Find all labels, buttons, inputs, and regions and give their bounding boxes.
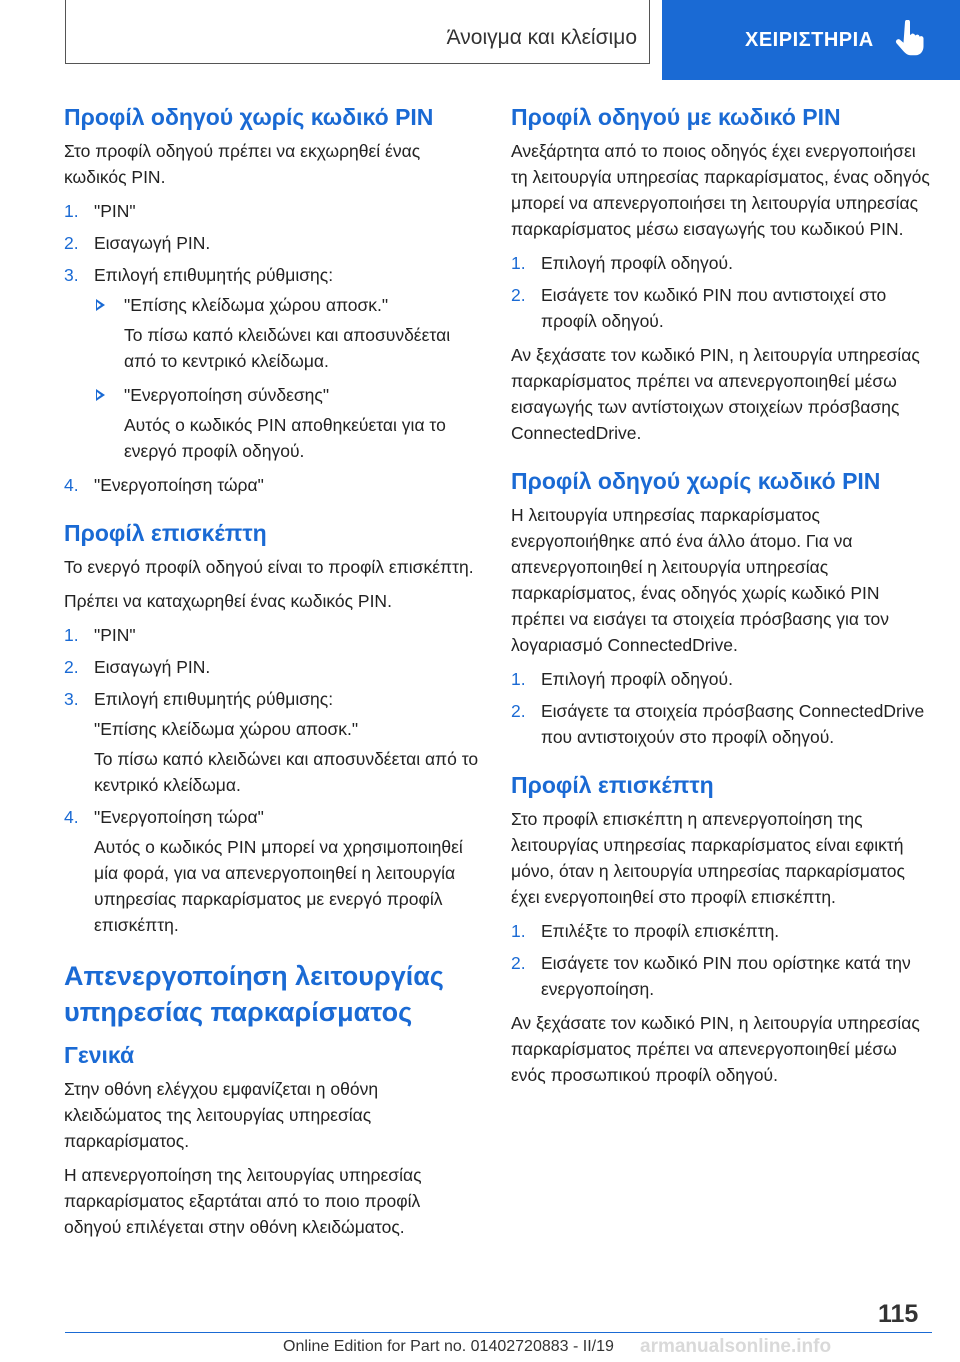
list-item <box>64 804 479 938</box>
footer-edition: Online Edition for Part no. 01402720883 - II/19 <box>283 1338 614 1355</box>
step-number: 1. <box>511 253 526 273</box>
step-text: "Ενεργοποίηση τώρα" <box>94 475 264 495</box>
paragraph: Το ενεργό προφίλ οδηγού είναι το προφίλ επισκέπτη. <box>64 557 474 577</box>
triangle-bullet-icon <box>96 389 105 401</box>
step-number: 2. <box>511 701 526 721</box>
section-tab-label[interactable]: ΧΕΙΡΙΣΤΗΡΙΑ <box>745 29 874 51</box>
list-item <box>64 472 479 498</box>
option-label: "Επίσης κλείδωμα χώρου αποσκ." <box>124 295 389 315</box>
footer-divider <box>65 1332 932 1333</box>
section-title-guest: Προφίλ επισκέπτη <box>64 520 267 546</box>
watermark: armanualsonline.info <box>640 1336 832 1357</box>
paragraph: Αν ξεχάσατε τον κωδικό PIN, η λειτουργία υπηρεσίας παρκαρίσματος πρέπει να απενεργοποιηθεί μέσω ενός προσωπικού προφίλ οδηγού. <box>511 1013 920 1085</box>
section-title-driver-no-pin: Προφίλ οδηγού χωρίς κωδικό PIN <box>64 104 434 130</box>
step-number: 2. <box>64 233 79 253</box>
step-subtext: "Επίσης κλείδωμα χώρου αποσκ." <box>94 719 359 739</box>
paragraph: Η λειτουργία υπηρεσίας παρκαρίσματος ενεργοποιήθηκε από ένα άλλο άτομο. Για να απενεργοποιηθεί η λειτουργία υπηρεσίας παρκαρίσματος, ένας οδηγός χωρίς κωδικό PIN πρέπει να εισάγει τα στοιχεία πρόσβασης για τον λογαριασμό ConnectedDrive. <box>511 505 890 655</box>
header-border-divider <box>649 0 650 64</box>
steps-list <box>64 198 479 498</box>
step-text: "PIN" <box>94 201 136 221</box>
list-item <box>511 250 931 276</box>
step-text: Επιλογή προφίλ οδηγού. <box>541 253 733 273</box>
section-title-general: Γενικά <box>64 1042 135 1068</box>
step-text: Εισαγωγή PIN. <box>94 657 211 677</box>
page-number: 115 <box>878 1300 919 1328</box>
hand-pointer-icon <box>894 20 924 56</box>
step-number: 2. <box>511 285 526 305</box>
step-text: Επιλέξτε το προφίλ επισκέπτη. <box>541 921 780 941</box>
section-title-driver-no-pin: Προφίλ οδηγού χωρίς κωδικό PIN <box>511 468 881 494</box>
triangle-bullet-icon <box>96 299 105 311</box>
steps-list <box>511 250 931 334</box>
step-text: Επιλογή προφίλ οδηγού. <box>541 669 733 689</box>
paragraph: Στο προφίλ επισκέπτη η απενεργοποίηση της λειτουργίας υπηρεσίας παρκαρίσματος είναι εφικτή μόνο, όταν η λειτουργία υπηρεσίας παρκαρίσματος έχει ενεργοποιηθεί στο προφίλ επισκέπτη. <box>511 809 905 907</box>
list-item <box>511 666 931 692</box>
options-list <box>94 292 479 464</box>
section-title-driver-with-pin: Προφίλ οδηγού με κωδικό PIN <box>511 104 841 130</box>
step-number: 2. <box>511 953 526 973</box>
step-text: Εισαγωγή PIN. <box>94 233 211 253</box>
step-text: "PIN" <box>94 625 136 645</box>
step-text: Επιλογή επιθυμητής ρύθμισης: <box>94 265 334 285</box>
step-number: 3. <box>64 689 79 709</box>
steps-list <box>64 622 479 938</box>
option-item <box>94 382 479 464</box>
paragraph: Αν ξεχάσατε τον κωδικό PIN, η λειτουργία υπηρεσίας παρκαρίσματος πρέπει να απενεργοποιηθεί μέσω εισαγωγής των αντίστοιχων στοιχείων πρόσβασης ConnectedDrive. <box>511 345 920 443</box>
step-number: 4. <box>64 807 79 827</box>
list-item <box>64 686 479 798</box>
header-border-left <box>65 0 66 64</box>
right-column <box>511 102 931 1096</box>
list-item <box>511 918 931 944</box>
option-desc: Αυτός ο κωδικός PIN αποθηκεύεται για το ενεργό προφίλ οδηγού. <box>124 415 446 461</box>
list-item <box>64 654 479 680</box>
chapter-title: Άνοιγμα και κλείσιμο <box>446 26 637 49</box>
paragraph: Στο προφίλ οδηγού πρέπει να εκχωρηθεί ένας κωδικός PIN. <box>64 141 421 187</box>
steps-list <box>511 918 931 1002</box>
option-desc: Το πίσω καπό κλειδώνει και αποσυνδέεται από το κεντρικό κλείδωμα. <box>124 325 451 371</box>
step-subtext: Το πίσω καπό κλειδώνει και αποσυνδέεται από το κεντρικό κλείδωμα. <box>94 749 479 795</box>
step-number: 1. <box>511 669 526 689</box>
step-number: 1. <box>511 921 526 941</box>
step-number: 1. <box>64 201 79 221</box>
option-item <box>94 292 479 374</box>
step-number: 3. <box>64 265 79 285</box>
step-subtext: Αυτός ο κωδικός PIN μπορεί να χρησιμοποιηθεί μία φορά, για να απενεργοποιηθεί η λειτουργία υπηρεσίας παρκαρίσματος με ενεργό προφίλ επισκέπτη. <box>94 837 463 935</box>
step-number: 1. <box>64 625 79 645</box>
list-item <box>511 698 931 750</box>
step-text: Εισάγετε τον κωδικό PIN που ορίστηκε κατά την ενεργοποίηση. <box>541 953 911 999</box>
list-item <box>64 198 479 224</box>
header-border-bottom <box>65 63 650 64</box>
paragraph: Στην οθόνη ελέγχου εμφανίζεται η οθόνη κλειδώματος της λειτουργίας υπηρεσίας παρκαρίσματος. <box>64 1079 379 1151</box>
list-item <box>511 282 931 334</box>
paragraph: Πρέπει να καταχωρηθεί ένας κωδικός PIN. <box>64 591 392 611</box>
step-text: Επιλογή επιθυμητής ρύθμισης: <box>94 689 334 709</box>
section-title-guest: Προφίλ επισκέπτη <box>511 772 714 798</box>
list-item <box>511 950 931 1002</box>
paragraph: Η απενεργοποίηση της λειτουργίας υπηρεσίας παρκαρίσματος εξαρτάται από το ποιο προφίλ οδηγού επιλέγεται στην οθόνη κλειδώματος. <box>64 1165 422 1237</box>
step-number: 2. <box>64 657 79 677</box>
steps-list <box>511 666 931 750</box>
list-item <box>64 622 479 648</box>
step-number: 4. <box>64 475 79 495</box>
list-item <box>64 230 479 256</box>
list-item <box>64 262 479 464</box>
step-text: "Ενεργοποίηση τώρα" <box>94 807 264 827</box>
option-label: "Ενεργοποίηση σύνδεσης" <box>124 385 330 405</box>
chapter-heading-deactivate: Απενεργοποίηση λειτουργίας υπηρεσίας παρκαρίσματος <box>64 961 444 1027</box>
left-column <box>64 102 479 1248</box>
step-text: Εισάγετε τα στοιχεία πρόσβασης ConnectedDrive που αντιστοιχούν στο προφίλ οδηγού. <box>541 701 925 747</box>
paragraph: Ανεξάρτητα από το ποιος οδηγός έχει ενεργοποιήσει τη λειτουργία υπηρεσίας παρκαρίσματος, ένας οδηγός μπορεί να απενεργοποιήσει τη λειτουργία υπηρεσίας παρκαρίσματος μέσω εισαγωγής του κωδικού PIN. <box>511 141 930 239</box>
step-text: Εισάγετε τον κωδικό PIN που αντιστοιχεί στο προφίλ οδηγού. <box>541 285 887 331</box>
